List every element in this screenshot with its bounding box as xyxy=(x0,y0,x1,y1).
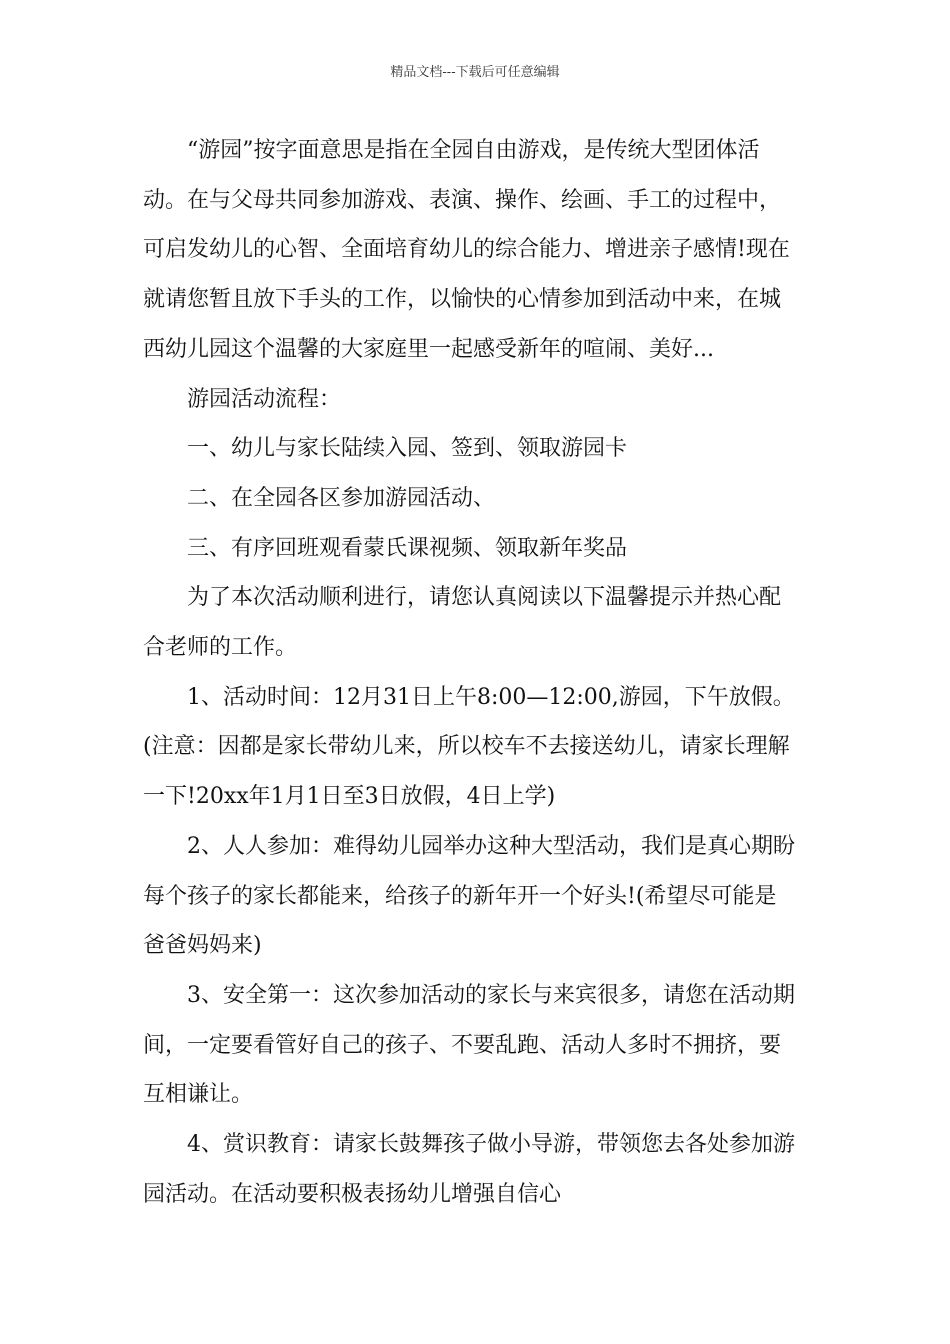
list-item: 一、幼儿与家长陆续入园、签到、领取游园卡 xyxy=(187,436,628,462)
notice-item: 1、活动时间：12月31日上午8:00—12:00,游园，下午放假。 xyxy=(187,684,795,710)
section-heading: 游园活动流程： xyxy=(187,386,342,412)
text-line: 每个孩子的家长都能来，给孩子的新年开一个好头!(希望尽可能是 xyxy=(143,883,777,909)
text-line: “游园”按字面意思是指在全园自由游戏，是传统大型团体活 xyxy=(187,138,760,163)
text-line: 为了本次活动顺利进行，请您认真阅读以下温馨提示并热心配 xyxy=(187,585,782,611)
text-line: 动。在与父母共同参加游戏、表演、操作、绘画、手工的过程中， xyxy=(143,187,782,213)
document-body xyxy=(143,126,807,1219)
text-line: 间，一定要看管好自己的孩子、不要乱跑、活动人多时不拥挤，要 xyxy=(143,1032,782,1058)
text-line: 西幼儿园这个温馨的大家庭里一起感受新年的喧闹、美好... xyxy=(143,336,714,362)
notice-item: 4、赏识教育：请家长鼓舞孩子做小导游，带领您去各处参加游 xyxy=(187,1132,795,1158)
text-line: 合老师的工作。 xyxy=(143,635,298,661)
text-line: 园活动。在活动要积极表扬幼儿增强自信心 xyxy=(143,1181,562,1207)
text-line: 一下!20xx年1月1日至3日放假，4日上学) xyxy=(143,784,556,810)
text-line: 爸爸妈妈来) xyxy=(143,933,262,959)
notice-item: 3、安全第一：这次参加活动的家长与来宾很多，请您在活动期 xyxy=(187,982,795,1008)
notice-item: 2、人人参加：难得幼儿园举办这种大型活动，我们是真心期盼 xyxy=(187,833,795,859)
list-item: 二、在全园各区参加游园活动、 xyxy=(187,485,496,511)
text-line: (注意：因都是家长带幼儿来，所以校车不去接送幼儿，请家长理解 xyxy=(143,734,790,760)
list-item: 三、有序回班观看蒙氏课视频、领取新年奖品 xyxy=(187,535,628,561)
page-header: 精品文档---下载后可任意编辑 xyxy=(390,65,560,80)
text-line: 互相谦让。 xyxy=(143,1082,254,1108)
text-line: 可启发幼儿的心智、全面培育幼儿的综合能力、增进亲子感情!现在 xyxy=(143,237,790,263)
text-line: 就请您暂且放下手头的工作，以愉快的心情参加到活动中来，在城 xyxy=(143,287,782,313)
